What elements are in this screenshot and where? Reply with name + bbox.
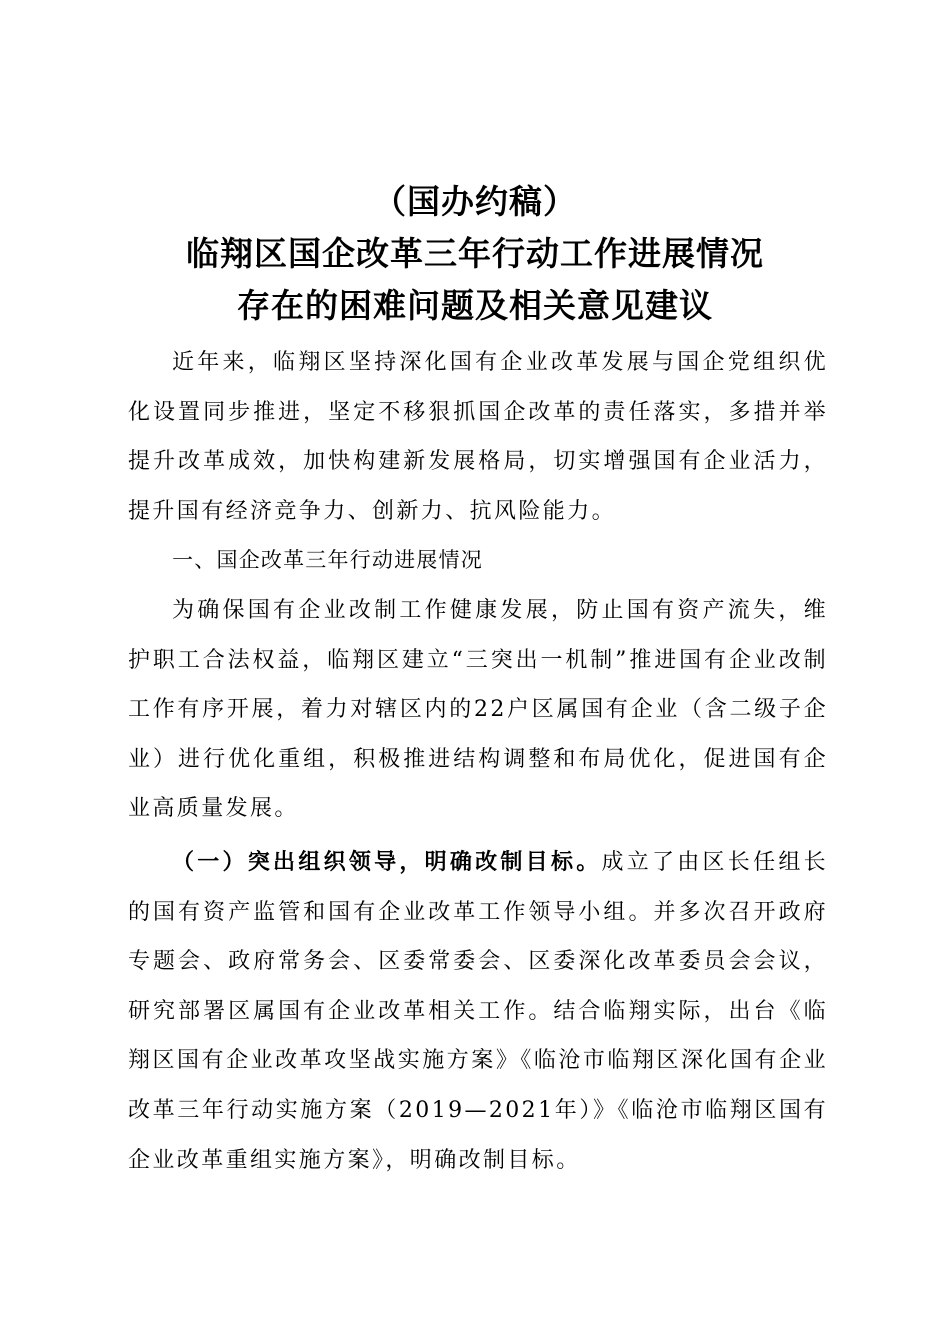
title-line-subtitle: 存在的困难问题及相关意见建议 [237, 286, 713, 325]
intro-paragraph: 近年来，临翔区坚持深化国有企业改革发展与国企党组织优化设置同步推进，坚定不移狠抓国企改革的责任落实，多措并举提升改革成效，加快构建新发展格局，切实增强国有企业活力，提升国有经济竞争力、创新力、抗风险能力。 [128, 350, 828, 524]
document-body [128, 338, 828, 1185]
section-paragraph-progress: 为确保国有企业改制工作健康发展，防止国有资产流失，维护职工合法权益，临翔区建立“三突出一机制”推进国有企业改制工作有序开展，着力对辖区内的22户区属国有企业（含二级子企业）进行优化重组，积极推进结构调整和布局优化，促进国有企业高质量发展。 [128, 597, 828, 822]
section-heading-progress: 一、国企改革三年行动进展情况 [172, 548, 483, 573]
title-line-source-note: （国办约稿） [373, 182, 577, 221]
subsection-body-organization: 成立了由区长任组长的国有资产监管和国有企业改革工作领导小组。并多次召开政府专题会、政府常务会、区委常委会、区委深化改革委员会会议，研究部署区属国有企业改革相关工作。结合临翔实际，出台《临翔区国有企业改革攻坚战实施方案》《临沧市临翔区深化国有企业改革三年行动实施方案（2019—2021年）》《临沧市临翔区国有企业改革重组实施方案》，明确改制目标。 [128, 849, 828, 1173]
document-title [100, 176, 850, 332]
subsection-lead-organization: （一）突出组织领导，明确改制目标。 [172, 848, 602, 875]
subsection-paragraph-organization [128, 838, 828, 1185]
title-line-main: 临翔区国企改革三年行动工作进展情况 [186, 234, 764, 273]
